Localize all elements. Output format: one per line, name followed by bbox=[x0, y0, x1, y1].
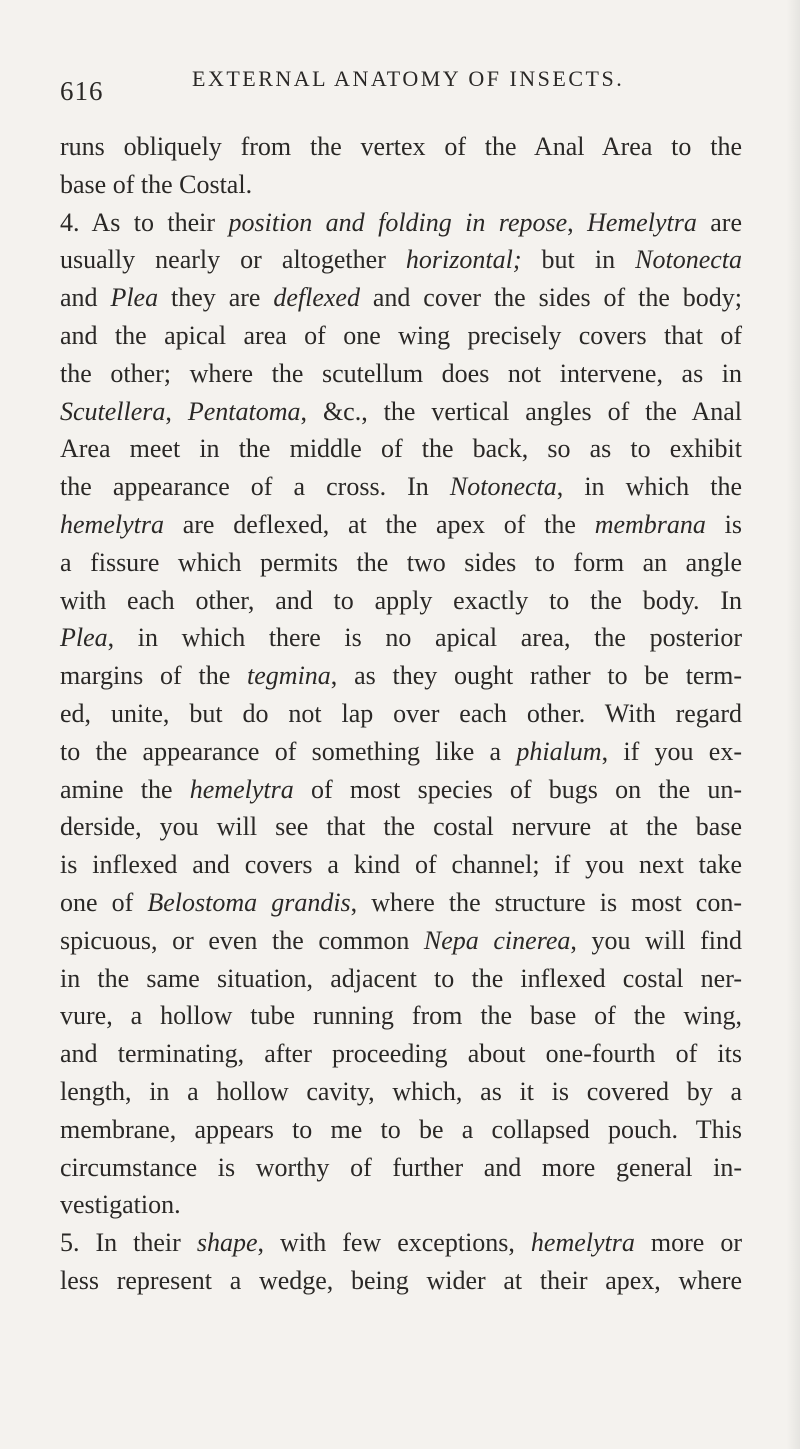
text-line bbox=[60, 1073, 742, 1111]
text-line bbox=[60, 1186, 742, 1224]
text-run: , where the structure is most con- bbox=[350, 887, 742, 917]
italic-term: Belostoma grandis bbox=[147, 887, 351, 917]
text-run: are bbox=[696, 207, 742, 237]
text-line bbox=[60, 1111, 742, 1149]
text-line bbox=[60, 1149, 742, 1187]
text-line bbox=[60, 960, 742, 998]
text-line bbox=[60, 393, 742, 431]
italic-term: membrana bbox=[594, 509, 706, 539]
text-run: they are bbox=[158, 283, 274, 313]
italic-term: tegmina bbox=[247, 661, 331, 691]
italic-term: Scutellera bbox=[60, 396, 166, 426]
text-run: base of the Costal. bbox=[60, 169, 253, 199]
text-run: 4. As to their bbox=[60, 207, 229, 237]
running-head: EXTERNAL ANATOMY OF INSECTS. bbox=[192, 66, 625, 91]
text-run: , as they ought rather to be term- bbox=[330, 661, 743, 691]
text-line bbox=[60, 1035, 742, 1073]
page-header bbox=[60, 62, 740, 106]
text-run: in the same situation, adjacent to the inflexed costal ner- bbox=[60, 963, 742, 993]
text-run: and the apical area of one wing precisely covers that of bbox=[60, 320, 742, 350]
text-line bbox=[60, 771, 742, 809]
text-line bbox=[60, 582, 742, 620]
text-line bbox=[60, 355, 742, 393]
text-line bbox=[60, 884, 742, 922]
italic-term: phialum bbox=[516, 736, 602, 766]
text-run: length, in a hollow cavity, which, as it is covered by a bbox=[60, 1076, 742, 1106]
text-run: vure, a hollow tube running from the base of the wing, bbox=[60, 1001, 742, 1031]
text-run: and bbox=[60, 283, 111, 313]
text-line bbox=[60, 279, 742, 317]
italic-term: shape bbox=[196, 1228, 258, 1258]
text-line bbox=[60, 1224, 742, 1262]
text-run: derside, you will see that the costal nervure at the base bbox=[60, 812, 742, 842]
text-run: more or bbox=[634, 1228, 742, 1258]
text-run: amine the bbox=[60, 774, 190, 804]
text-run: , with few exceptions, bbox=[257, 1228, 531, 1258]
text-run: spicuous, or even the common bbox=[60, 925, 424, 955]
text-line bbox=[60, 430, 742, 468]
text-line bbox=[60, 657, 742, 695]
page-edge-shadow bbox=[786, 0, 800, 1449]
text-run: are deflexed, at the apex of the bbox=[163, 509, 595, 539]
text-run: , in which there is no apical area, the posterior bbox=[107, 623, 742, 653]
text-run: but in bbox=[521, 245, 636, 275]
text-run: ed, unite, but do not lap over each other. With regard bbox=[60, 698, 742, 728]
text-run: vestigation. bbox=[60, 1190, 181, 1220]
text-line bbox=[60, 733, 742, 771]
text-run: circumstance is worthy of further and more general in- bbox=[60, 1152, 742, 1182]
text-run: runs obliquely from the vertex of the Anal Area to the bbox=[60, 132, 742, 161]
text-run: , you will find bbox=[570, 925, 742, 955]
text-run: to the appearance of something like a bbox=[60, 736, 517, 766]
italic-term: horizontal; bbox=[405, 245, 522, 275]
text-run: and cover the sides of the body; bbox=[359, 283, 742, 313]
text-run: Area meet in the middle of the back, so as to exhibit bbox=[60, 434, 742, 464]
italic-term: Plea bbox=[60, 623, 108, 653]
text-run: , in which the bbox=[556, 472, 743, 502]
text-run: with each other, and to apply exactly to the body. In bbox=[60, 585, 742, 615]
text-line bbox=[60, 1262, 742, 1300]
italic-term: Nepa cinerea bbox=[423, 925, 571, 955]
text-run: , &c., the vertical angles of the Anal bbox=[300, 396, 742, 426]
text-run: , if you ex- bbox=[601, 736, 742, 766]
italic-term: hemelytra bbox=[530, 1228, 635, 1258]
italic-term: Pentatoma bbox=[187, 396, 301, 426]
italic-term: Plea bbox=[110, 283, 159, 313]
text-run: , bbox=[165, 396, 188, 426]
text-line bbox=[60, 922, 742, 960]
text-line bbox=[60, 317, 742, 355]
text-line bbox=[60, 468, 742, 506]
text-run: and terminating, after proceeding about one-fourth of its bbox=[60, 1039, 742, 1069]
text-run: the other; where the scutellum does not intervene, as in bbox=[60, 358, 742, 388]
text-line bbox=[60, 619, 742, 657]
italic-term: Notonecta bbox=[635, 245, 742, 275]
text-line bbox=[60, 846, 742, 884]
italic-term: hemelytra bbox=[60, 509, 164, 539]
text-run: of most species of bugs on the un- bbox=[293, 774, 742, 804]
text-line bbox=[60, 544, 742, 582]
text-line bbox=[60, 695, 742, 733]
text-line bbox=[60, 241, 742, 279]
text-line bbox=[60, 808, 742, 846]
text-run: the appearance of a cross. In bbox=[60, 472, 450, 502]
italic-term: deflexed bbox=[273, 283, 360, 313]
text-run: margins of the bbox=[60, 661, 248, 691]
text-run: , bbox=[567, 207, 588, 237]
page-number: 616 bbox=[60, 76, 104, 106]
italic-term: Hemelytra bbox=[587, 207, 697, 237]
body-text bbox=[60, 128, 742, 1300]
text-run: usually nearly or altogether bbox=[60, 245, 406, 275]
text-run: membrane, appears to me to be a collapsed pouch. This bbox=[60, 1114, 742, 1144]
text-run: 5. In their bbox=[60, 1228, 197, 1258]
italic-term: Notonecta bbox=[449, 472, 557, 502]
text-line bbox=[60, 128, 742, 166]
text-line bbox=[60, 506, 742, 544]
text-run: one of bbox=[60, 887, 148, 917]
italic-term: position and folding in repose bbox=[228, 207, 568, 237]
text-line bbox=[60, 204, 742, 242]
text-run: less represent a wedge, being wider at their apex, where bbox=[60, 1265, 742, 1295]
italic-term: hemelytra bbox=[189, 774, 294, 804]
text-run: is inflexed and covers a kind of channel; if you next take bbox=[60, 850, 742, 880]
text-run: a fissure which permits the two sides to form an angle bbox=[60, 547, 742, 577]
text-line bbox=[60, 997, 742, 1035]
text-line bbox=[60, 166, 742, 204]
text-run: is bbox=[705, 509, 742, 539]
